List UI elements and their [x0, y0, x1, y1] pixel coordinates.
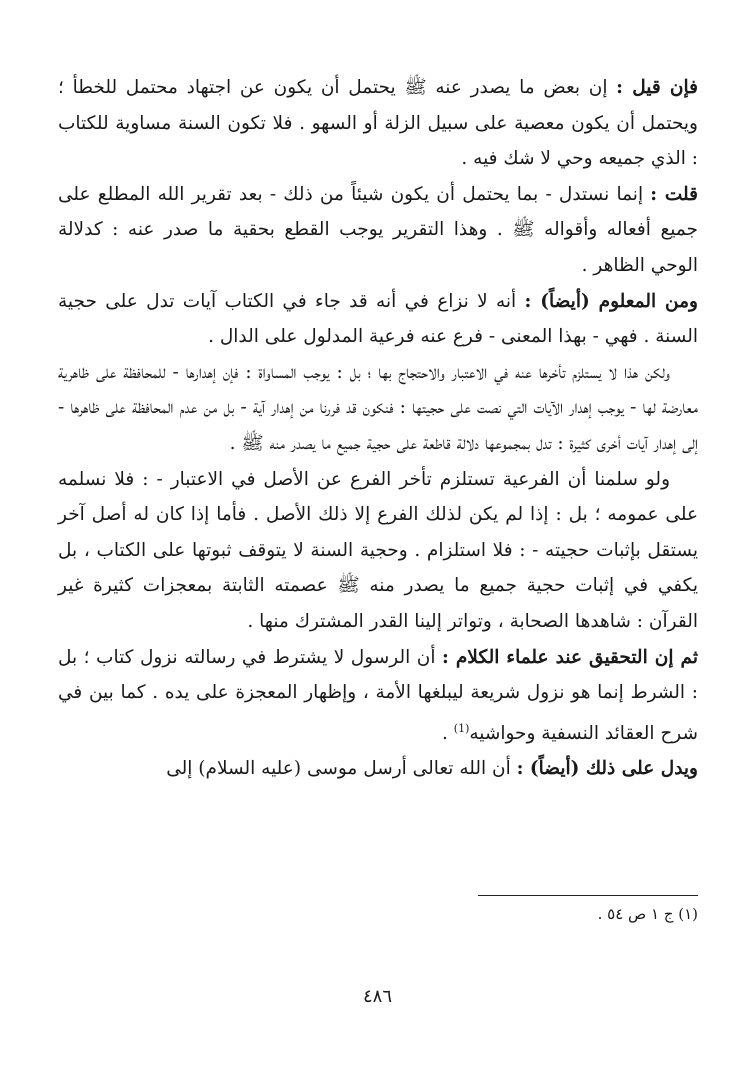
paragraph-equality — [58, 355, 698, 462]
paragraph-evidence — [58, 751, 698, 787]
footnote: (١) ج ١ ص ٥٤ . — [597, 905, 698, 923]
paragraph-text: أنه لا نزاع في أنه قد جاء في الكتاب آيات تدل على حجية السنة . فهي - بهذا المعنى - فرع عنه فرعية المدلول على الدال . — [58, 290, 698, 348]
page-number: ٤٨٦ — [362, 986, 392, 1007]
paragraph-text: إن بعض ما يصدر عنه ﷺ يحتمل أن يكون عن اجتهاد محتمل للخطأ ؛ ويحتمل أن يكون معصية على سبيل الزلة أو السهو . فلا تكون السنة مساوية للكتاب : الذي جميعه وحي لا شك فيه . — [58, 77, 698, 170]
paragraph-text: أن الله تعالى أرسل موسى (عليه السلام) إلى — [166, 758, 517, 780]
paragraph-lead: ويدل على ذلك (أيضاً) : — [516, 758, 698, 780]
paragraph-tail: . — [442, 722, 454, 744]
paragraph-lead: ومن المعلوم (أيضاً) : — [524, 290, 698, 312]
paragraph-known — [58, 284, 698, 355]
paragraph-concession — [58, 462, 698, 640]
paragraph-lead: فإن قيل : — [616, 77, 698, 98]
page-body — [58, 70, 698, 787]
paragraph-text: أن الرسول لا يشترط في رسالته نزول كتاب ؛ بل : الشرط إنما هو نزول شريعة ليبلغها الأمة ، وإظهار المعجزة على يده . كما بين في شرح العقائد النسفية وحواشيه — [58, 646, 698, 744]
paragraph-response — [58, 177, 698, 284]
paragraph-text: إنما نستدل - بما يحتمل أن يكون شيئاً من ذلك - بعد تقرير الله المطلع على جميع أفعاله وأقواله ﷺ . وهذا التقرير يوجب القطع بحقية ما صدر عنه : كدلالة الوحي الظاهر . — [58, 183, 698, 276]
paragraph-text: ولكن هذا لا يستلزم تأخرها عنه في الاعتبار والاحتجاج بها ؛ بل : يوجب المساواة : فإن إهدارها - للمحافظة على ظاهرية معارضة لها - يوجب إهدار الآيات التي نصت على حجيتها : فنكون قد فررنا من إهدار آية - بل من عدم المحافظة على ظاهرها - إلى إهدار آيات أخرى كثيرة : تدل بمجموعها دلالة قاطعة على حجية جميع ما يصدر منه ﷺ . — [58, 361, 698, 454]
footnote-divider — [478, 895, 698, 896]
paragraph-lead: ثم إن التحقيق عند علماء الكلام : — [441, 646, 699, 668]
paragraph-verification — [58, 640, 698, 752]
paragraph-lead: قلت : — [650, 183, 698, 205]
paragraph-text: ولو سلمنا أن الفرعية تستلزم تأخر الفرع عن الأصل في الاعتبار - : فلا نسلمه على عمومه ؛ بل : إذا لم يكن لذلك الفرع إلا ذلك الأصل . فأما إذا كان له أصل آخر يستقل بإثبات حجيته - : فلا استلزام . وحجية السنة لا يتوقف ثبوتها على الكتاب ، بل يكفي في إثبات حجية جميع ما يصدر منه ﷺ عصمته الثابتة بمعجزات كثيرة غير القرآن : شاهدها الصحابة ، وتواتر إلينا القدر المشترك منها . — [58, 468, 698, 632]
footnote-marker: (1) — [453, 721, 470, 735]
paragraph-objection — [58, 70, 698, 177]
